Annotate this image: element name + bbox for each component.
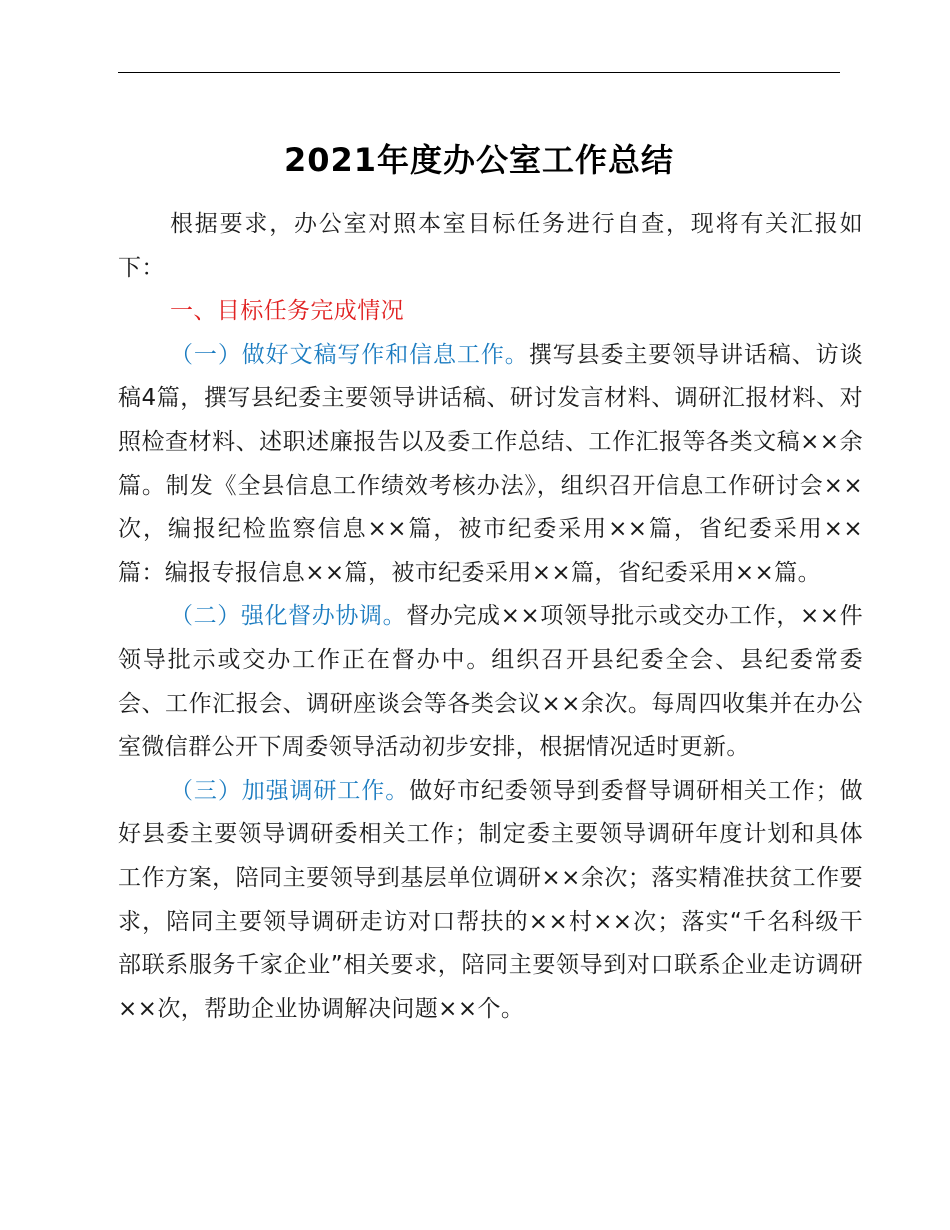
item-body-2: 督办完成××项领导批示或交办工作，××件领导批示或交办工作正在督办中。组织召开县纪委全会、县纪委常委会、工作汇报会、调研座谈会等各类会议××余次。每周四收集并在办公室微信群公开下周委领导活动初步安排，根据情况适时更新。: [118, 603, 863, 761]
item-paragraph-3: [118, 770, 863, 1032]
item-body-1: 撰写县委主要领导讲话稿、访谈稿4篇，撰写县纪委主要领导讲话稿、研讨发言材料、调研汇报材料、对照检查材料、述职述廉报告以及委工作总结、工作汇报等各类文稿××余篇。制发《全县信息工作绩效考核办法》，组织召开信息工作研讨会××次，编报纪检监察信息××篇，被市纪委采用××篇，省纪委采用××篇：编报专报信息××篇，被市纪委采用××篇，省纪委采用××篇。: [118, 341, 864, 586]
item-paragraph-2: [118, 595, 863, 769]
item-body-3: 做好市纪委领导到委督导调研相关工作；做好县委主要领导调研委相关工作；制定委主要领导调研年度计划和具体工作方案，陪同主要领导到基层单位调研××余次；落实精准扶贫工作要求，陪同主要领导调研走访对口帮扶的××村××次；落实“千名科级干部联系服务千家企业”相关要求，陪同主要领导到对口联系企业走访调研××次，帮助企业协调解决问题××个。: [118, 777, 863, 1022]
item-paragraph-1: [118, 334, 863, 596]
item-heading-2: （二）强化督办协调。: [170, 603, 407, 630]
item-heading-3: （三）加强调研工作。: [170, 777, 410, 804]
intro-paragraph: 根据要求，办公室对照本室目标任务进行自查，现将有关汇报如下：: [118, 211, 863, 281]
document-title: 2021年度办公室工作总结: [283, 141, 675, 179]
document-body: [118, 203, 863, 1031]
section-heading: 一、目标任务完成情况: [170, 298, 404, 325]
item-heading-1: （一）做好文稿写作和信息工作。: [170, 341, 529, 368]
header-rule: [118, 72, 840, 73]
